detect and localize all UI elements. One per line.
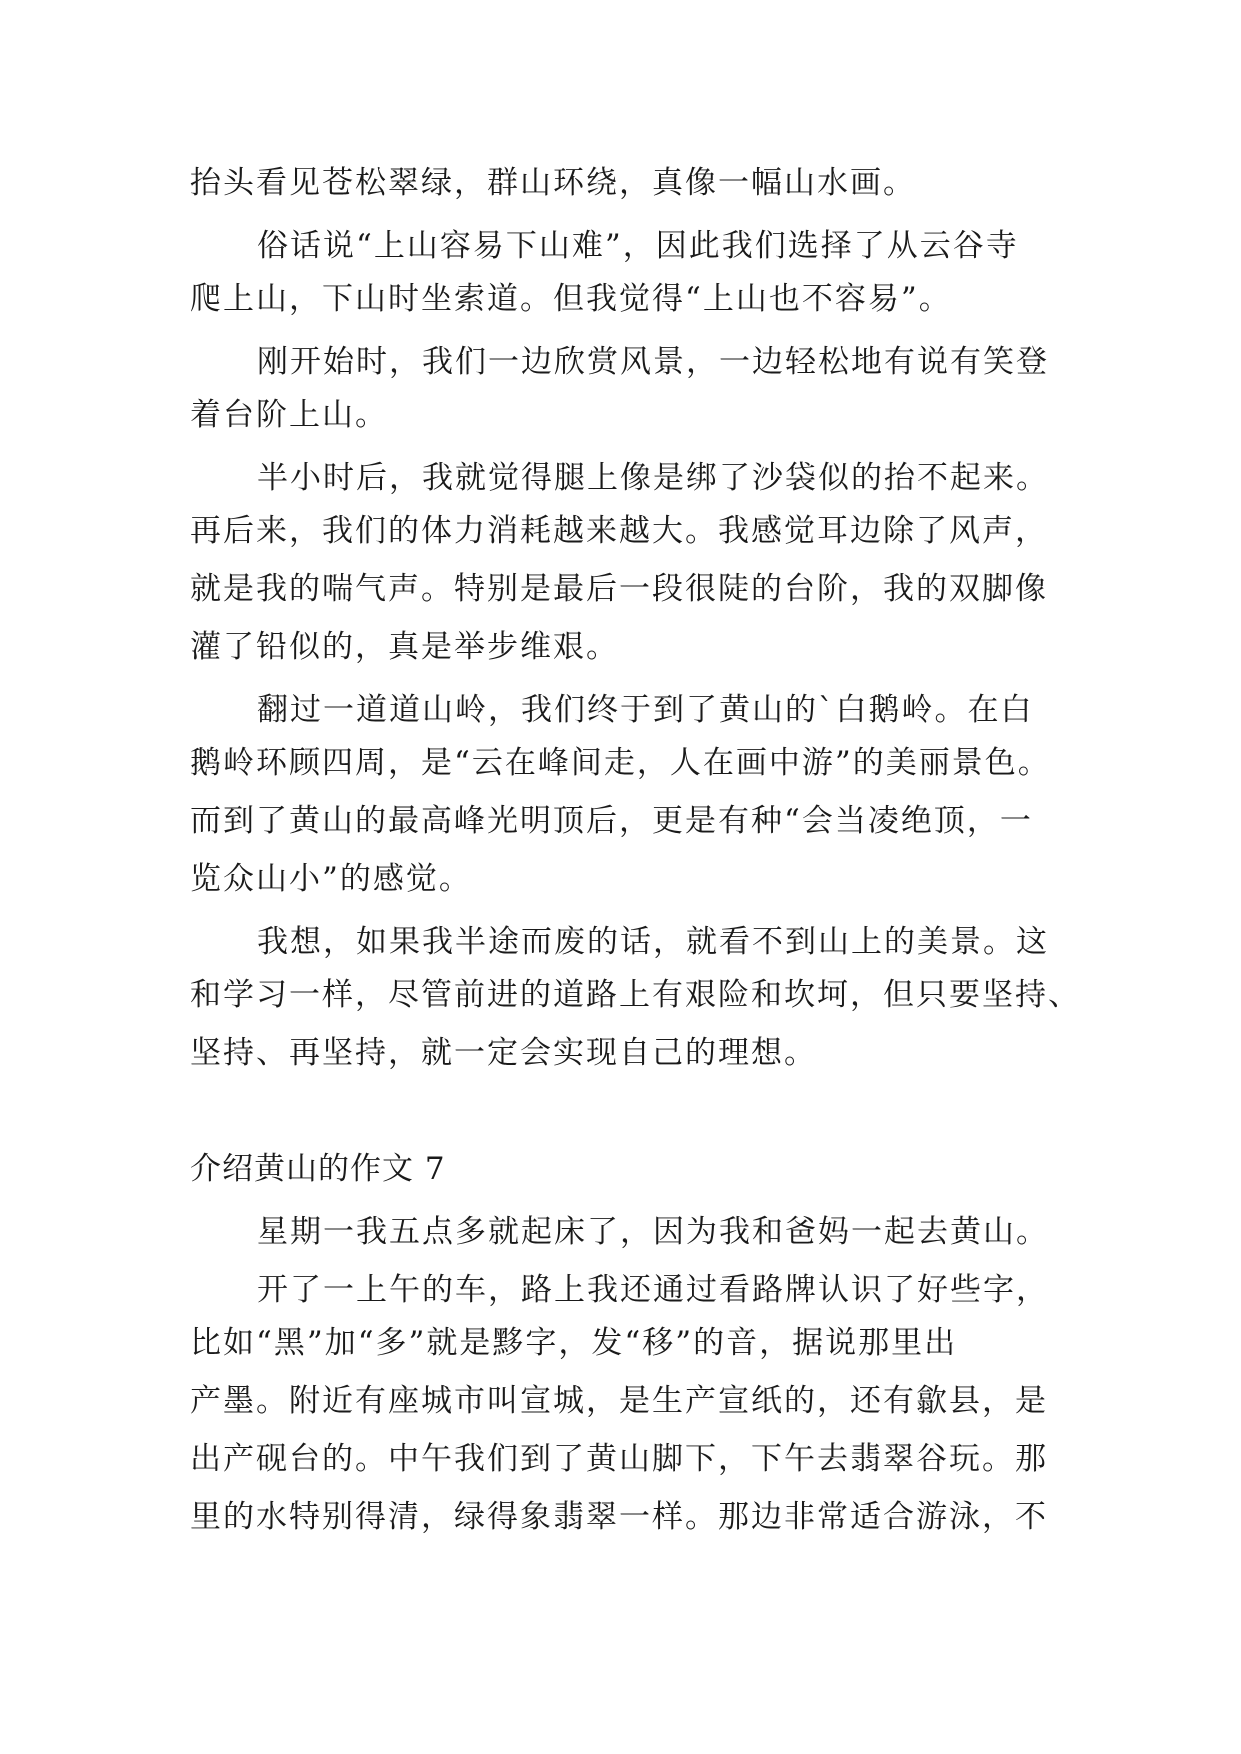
- text-line: 览众山小”的感觉。: [190, 861, 472, 897]
- paragraph-start: 俗话说“上山容易下山难”，因此我们选择了从云谷寺: [257, 228, 1019, 264]
- text-line: 鹅岭环顾四周，是“云在峰间走，人在画中游”的美丽景色。: [190, 745, 1051, 781]
- text-line: 着台阶上山。: [190, 397, 388, 433]
- paragraph-start: 星期一我五点多就起床了，因为我和爸妈一起去黄山。: [257, 1214, 1049, 1250]
- section-heading: 介绍黄山的作文 7: [190, 1151, 446, 1187]
- text-line: 坚持、再坚持，就一定会实现自己的理想。: [190, 1035, 817, 1071]
- text-line: 而到了黄山的最高峰光明顶后，更是有种“会当凌绝顶，一: [190, 803, 1033, 839]
- paragraph-start: 刚开始时，我们一边欣赏风景，一边轻松地有说有笑登: [257, 344, 1049, 380]
- text-line: 比如“黑”加“多”就是黟字，发“移”的音，据说那里出: [190, 1325, 958, 1361]
- paragraph-start: 我想，如果我半途而废的话，就看不到山上的美景。这: [257, 924, 1049, 960]
- paragraph-start: 开了一上午的车，路上我还通过看路牌认识了好些字，: [257, 1272, 1049, 1308]
- text-line: 就是我的喘气声。特别是最后一段很陡的台阶，我的双脚像: [190, 571, 1048, 607]
- text-line: 出产砚台的。中午我们到了黄山脚下，下午去翡翠谷玩。那: [190, 1441, 1048, 1477]
- text-line: 产墨。附近有座城市叫宣城，是生产宣纸的，还有歙县，是: [190, 1383, 1048, 1419]
- text-line: 再后来，我们的体力消耗越来越大。我感觉耳边除了风声，: [190, 513, 1048, 549]
- paragraph-start: 半小时后，我就觉得腿上像是绑了沙袋似的抬不起来。: [257, 460, 1049, 496]
- text-line: 抬头看见苍松翠绿，群山环绕，真像一幅山水画。: [190, 165, 916, 201]
- text-line: 爬上山，下山时坐索道。但我觉得“上山也不容易”。: [190, 281, 952, 317]
- text-line: 和学习一样，尽管前进的道路上有艰险和坎坷，但只要坚持、: [190, 977, 1081, 1013]
- paragraph-start: 翻过一道道山岭，我们终于到了黄山的`白鹅岭。在白: [257, 692, 1034, 728]
- text-line: 里的水特别得清，绿得象翡翠一样。那边非常适合游泳，不: [190, 1499, 1048, 1535]
- text-line: 灌了铅似的，真是举步维艰。: [190, 629, 619, 665]
